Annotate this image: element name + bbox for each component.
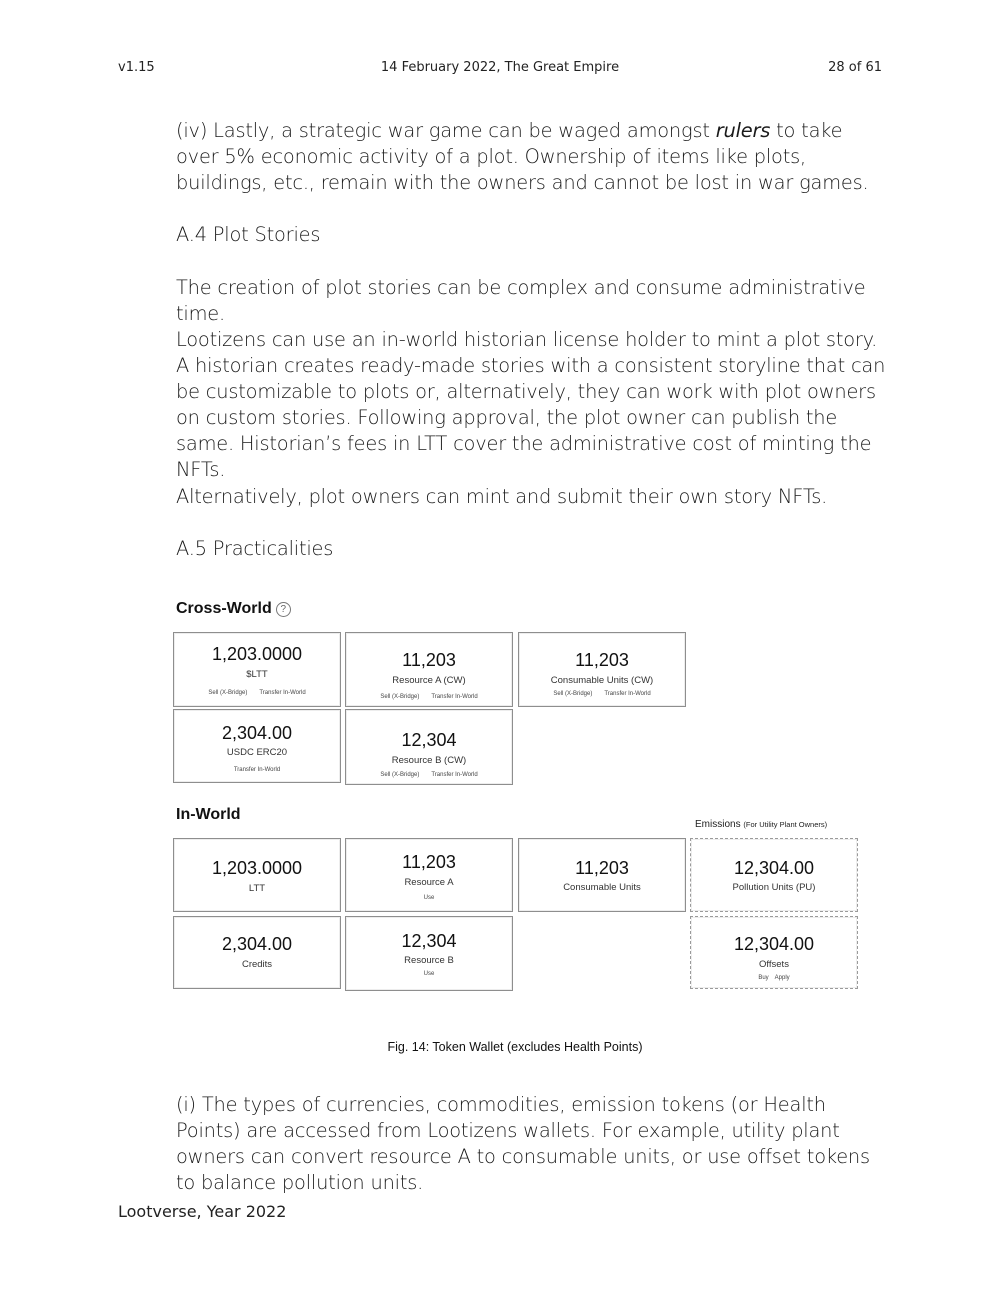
card-iw-resource-a: 11,203 Resource A Use bbox=[345, 838, 513, 912]
sell-x-bridge-link[interactable]: Sell (X-Bridge) bbox=[208, 690, 248, 696]
sell-x-bridge-link[interactable]: Sell (X-Bridge) bbox=[380, 694, 420, 700]
paragraph-wallets: (i) The types of currencies, commodities, emission tokens (or Health Points) are accessed from Lootizens wallets. For example, utility plant owners can convert resource A to consumable units, or use offset tokens to balance pollution units. bbox=[176, 1093, 870, 1194]
buy-link[interactable]: Buy bbox=[758, 975, 769, 981]
footer: Lootverse, Year 2022 bbox=[118, 1202, 287, 1221]
header-page-number: 28 of 61 bbox=[828, 60, 882, 75]
figure-caption: Fig. 14: Token Wallet (excludes Health Points) bbox=[387, 1040, 643, 1054]
card-offsets: 12,304.00 Offsets Buy Apply bbox=[690, 916, 858, 989]
card-cw-consumable-units: 11,203 Consumable Units (CW) Sell (X-Bridge) Transfer In-World bbox=[518, 632, 686, 707]
card-cw-resource-a: 11,203 Resource A (CW) Sell (X-Bridge) Transfer In-World bbox=[345, 632, 513, 707]
transfer-in-world-link[interactable]: Transfer In-World bbox=[233, 767, 281, 773]
cross-world-title: Cross-World ? bbox=[176, 600, 291, 618]
transfer-in-world-link[interactable]: Transfer In-World bbox=[431, 694, 478, 700]
card-iw-resource-b: 12,304 Resource B Use bbox=[345, 916, 513, 991]
transfer-in-world-link[interactable]: Transfer In-World bbox=[431, 772, 478, 778]
help-icon[interactable]: ? bbox=[276, 602, 291, 617]
header-title: 14 February 2022, The Great Empire bbox=[380, 60, 620, 75]
card-iw-credits: 2,304.00 Credits bbox=[173, 916, 341, 989]
header-version: v1.15 bbox=[118, 60, 155, 75]
paragraph-own-story: Alternatively, plot owners can mint and submit their own story NFTs. bbox=[176, 485, 828, 508]
card-cw-usdc: 2,304.00 USDC ERC20 Transfer In-World bbox=[173, 709, 341, 783]
paragraph-historian: Lootizens can use an in-world historian license holder to mint a plot story. A historian creates ready-made stories with a consistent storyline that can be customizable to plots or, alternatively, they can work with plot owners on custom stories. Following approval, the plot owner can publish the same. Historian’s fees in LTT cover the administrative cost of minting the NFTs. bbox=[176, 328, 886, 481]
card-iw-consumable-units: 11,203 Consumable Units bbox=[518, 838, 686, 912]
heading-practicalities: A.5 Practicalities bbox=[176, 537, 334, 560]
card-pollution-units: 12,304.00 Pollution Units (PU) bbox=[690, 838, 858, 912]
use-link[interactable]: Use bbox=[423, 895, 435, 901]
paragraph-war-game: (iv) Lastly, a strategic war game can be waged amongst rulers to take over 5% economic activity of a plot. Ownership of items like plots, buildings, etc., remain with the owners and cannot be lost in war games. bbox=[176, 119, 869, 194]
transfer-in-world-link[interactable]: Transfer In-World bbox=[259, 690, 306, 696]
card-cw-ltt: 1,203.0000 $LTT Sell (X-Bridge) Transfer In-World bbox=[173, 632, 341, 707]
emissions-title: Emissions (For Utility Plant Owners) bbox=[695, 819, 828, 830]
in-world-title: In-World bbox=[176, 806, 241, 823]
use-link[interactable]: Use bbox=[423, 971, 435, 977]
card-iw-ltt: 1,203.0000 LTT bbox=[173, 838, 341, 912]
paragraph-plot-stories-intro: The creation of plot stories can be complex and consume administrative time. bbox=[176, 276, 866, 325]
sell-x-bridge-link[interactable]: Sell (X-Bridge) bbox=[553, 691, 593, 697]
transfer-in-world-link[interactable]: Transfer In-World bbox=[604, 691, 651, 697]
sell-x-bridge-link[interactable]: Sell (X-Bridge) bbox=[380, 772, 420, 778]
card-cw-resource-b: 12,304 Resource B (CW) Sell (X-Bridge) Transfer In-World bbox=[345, 709, 513, 785]
apply-link[interactable]: Apply bbox=[774, 975, 790, 981]
heading-plot-stories: A.4 Plot Stories bbox=[176, 223, 321, 246]
